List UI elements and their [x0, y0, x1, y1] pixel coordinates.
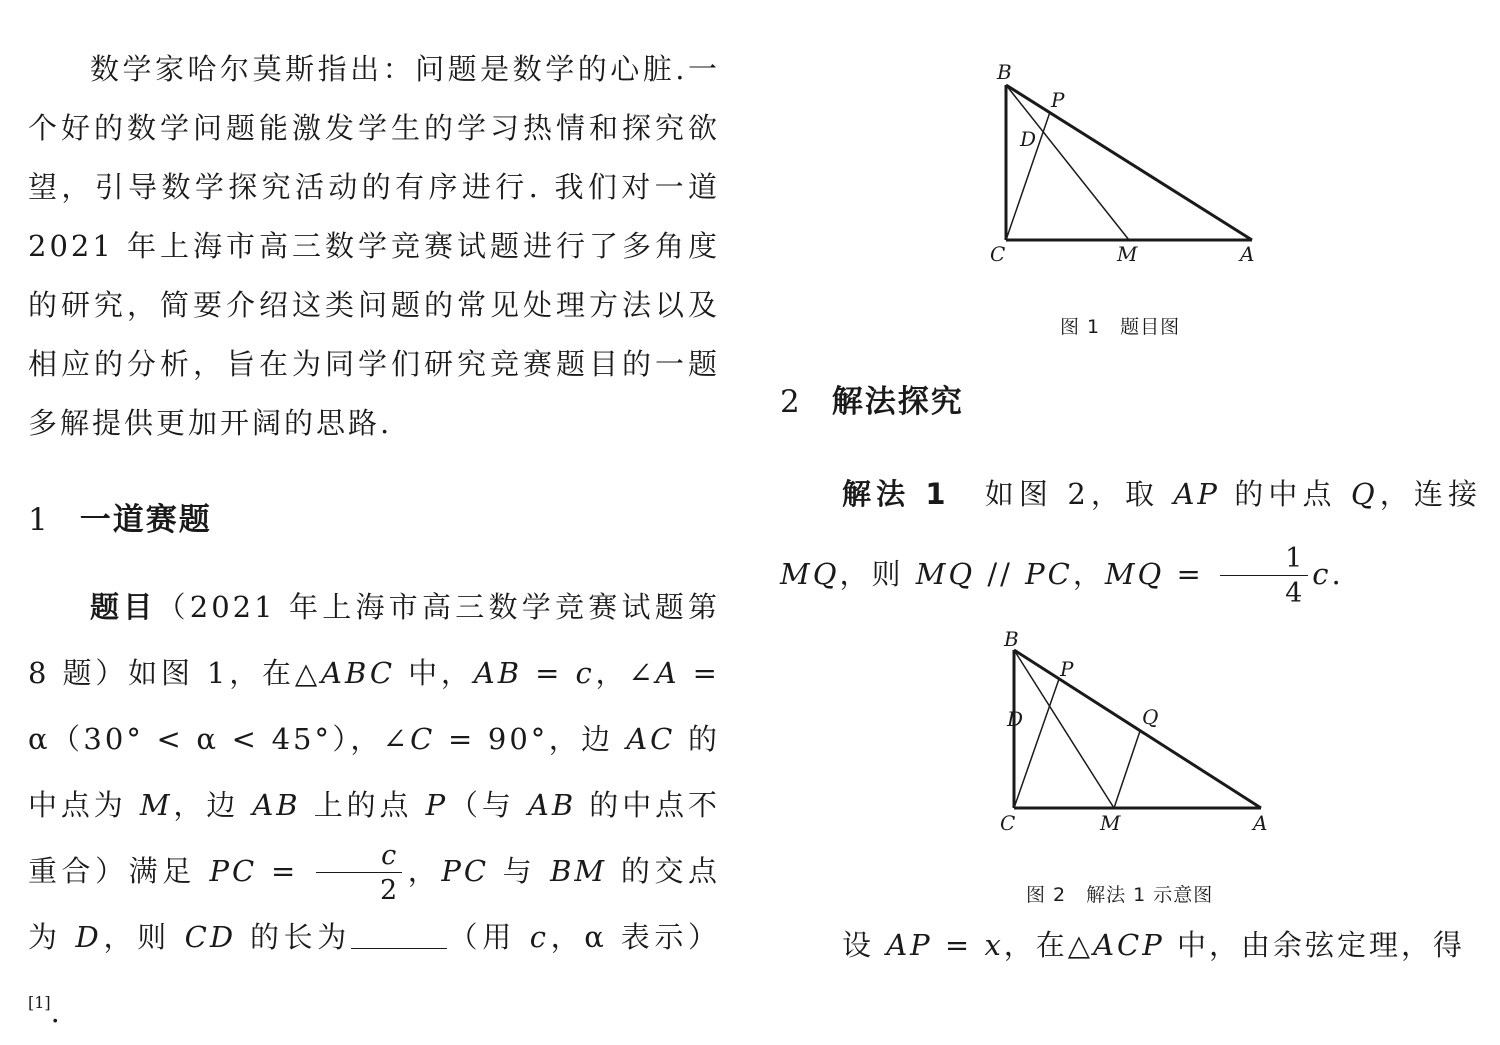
- math-bm: BM: [550, 854, 608, 888]
- fraction-denominator: 4: [1285, 578, 1306, 609]
- math-ap: AP: [1173, 477, 1220, 511]
- label-b: B: [1004, 627, 1019, 651]
- math-c: c: [1312, 557, 1332, 591]
- math-pc: PC: [441, 854, 490, 888]
- problem-text: ，则: [101, 920, 185, 954]
- answer-blank: [351, 947, 447, 949]
- math-c: c: [529, 920, 549, 954]
- label-m: M: [1117, 242, 1138, 266]
- edge-ab: [1014, 650, 1261, 808]
- problem-text: .: [50, 995, 63, 1029]
- section-2-title: 解法探究: [831, 384, 964, 420]
- problem-text: 的长为: [236, 920, 351, 954]
- line-text: 设: [842, 928, 887, 962]
- math-mq: MQ: [1104, 557, 1165, 591]
- edge-ab: [1006, 85, 1252, 240]
- solution-1-paragraph: [780, 454, 1480, 614]
- label-q: Q: [1142, 705, 1159, 729]
- problem-text: =: [257, 854, 313, 888]
- math-pc: PC: [1025, 557, 1073, 591]
- math-q: Q: [1350, 477, 1378, 511]
- math-ab: AB: [473, 656, 523, 690]
- math-a: A: [655, 656, 680, 690]
- problem-text: =: [522, 656, 576, 690]
- segment-mq: [1114, 731, 1140, 808]
- problem-text: ，α 表示）: [548, 920, 721, 954]
- section-1-title: 一道赛题: [79, 502, 212, 538]
- label-p: P: [1060, 657, 1074, 681]
- problem-text: = 90°，边: [435, 722, 627, 756]
- label-c: C: [990, 242, 1006, 266]
- solution-text: //: [975, 557, 1026, 591]
- right-column: [780, 0, 1480, 994]
- line-text: 中，由余弦定理，得: [1164, 928, 1465, 962]
- section-1-heading: [28, 494, 212, 539]
- segment-cp: [1014, 679, 1059, 808]
- problem-paragraph: [28, 574, 720, 1045]
- label-a: A: [1240, 242, 1255, 266]
- section-2-number: 2: [780, 384, 802, 420]
- problem-text: 中，: [395, 656, 474, 690]
- math-ap: AP: [886, 928, 933, 962]
- problem-label: 题目: [90, 590, 157, 624]
- solution-1-label: 解法 1: [842, 477, 949, 511]
- section-1-number: 1: [28, 502, 50, 538]
- problem-text: ，: [406, 854, 442, 888]
- math-mq: MQ: [915, 557, 976, 591]
- problem-text: 与: [489, 854, 551, 888]
- label-a: A: [1253, 811, 1268, 835]
- solution-text: =: [1164, 557, 1217, 591]
- solution-text: .: [1331, 557, 1344, 591]
- figure-2-caption: 图 2 解法 1 示意图: [1026, 884, 1214, 906]
- solution-text: 的中点: [1219, 477, 1351, 511]
- math-ab: AB: [252, 788, 301, 822]
- fraction-denominator: 2: [380, 875, 401, 906]
- fraction-c-over-2: [316, 842, 402, 904]
- math-p: P: [425, 788, 449, 822]
- line-text: =: [932, 928, 985, 962]
- fraction-1-over-4: [1220, 545, 1308, 607]
- segment-bm: [1006, 85, 1129, 240]
- figure-1-diagram: [980, 55, 1280, 285]
- math-c-angle: C: [410, 722, 436, 756]
- figure-1-caption: 图 1 题目图: [1060, 316, 1181, 338]
- math-ac: AC: [626, 722, 676, 756]
- solution-text: ，则: [839, 557, 916, 591]
- math-abc: ABC: [321, 656, 396, 690]
- citation-ref: [1]: [28, 993, 51, 1012]
- label-d: D: [1020, 127, 1037, 151]
- problem-text: 的中点不重合）满足: [28, 788, 721, 888]
- problem-text: （与: [448, 788, 528, 822]
- math-d: D: [75, 920, 102, 954]
- label-d: D: [1007, 707, 1024, 731]
- figure-2-diagram: [998, 624, 1298, 839]
- problem-text: 的中点为: [28, 722, 721, 822]
- fraction-numerator: c: [316, 842, 402, 873]
- section-2-heading: [780, 376, 964, 421]
- problem-text: = α（30° < α < 45°），∠: [28, 656, 720, 756]
- math-x: x: [984, 928, 1004, 962]
- line-text: ，在△: [1003, 928, 1094, 962]
- math-acp: ACP: [1093, 928, 1165, 962]
- math-c: c: [575, 656, 595, 690]
- math-cd: CD: [184, 920, 237, 954]
- intro-paragraph: 数学家哈尔莫斯指出：问题是数学的心脏.一个好的数学问题能激发学生的学习热情和探究欲望，引导数学探究活动的有序进行. 我们对一道 2021 年上海市高三数学竞赛试题进行了多角度的研究，简要介绍这类问题的常见处理方法以及相应的分析，旨在为同学们研究竞赛题目的一题多解提供更加开阔的思路.: [28, 52, 720, 440]
- math-mq: MQ: [780, 557, 840, 591]
- label-c: C: [1000, 811, 1016, 835]
- math-pc: PC: [209, 854, 258, 888]
- math-ab: AB: [527, 788, 577, 822]
- label-m: M: [1100, 811, 1121, 835]
- fraction-numerator: 1: [1220, 545, 1308, 576]
- last-line: [780, 916, 1480, 975]
- problem-text: ，∠: [594, 656, 656, 690]
- solution-text: 如图 2，取: [948, 477, 1174, 511]
- problem-text: （2021 年上海市高三数学竞赛试题第 8 题）如图 1，在△: [28, 590, 720, 690]
- label-p: P: [1051, 88, 1065, 112]
- problem-text: （用: [446, 920, 530, 954]
- problem-text: 上的点: [300, 788, 426, 822]
- solution-text: ，连接: [1377, 477, 1480, 511]
- solution-text: ，: [1072, 557, 1105, 591]
- math-m: M: [139, 788, 173, 822]
- problem-text: 的交点为: [28, 854, 720, 954]
- label-b: B: [997, 60, 1012, 84]
- problem-text: ，边: [172, 788, 253, 822]
